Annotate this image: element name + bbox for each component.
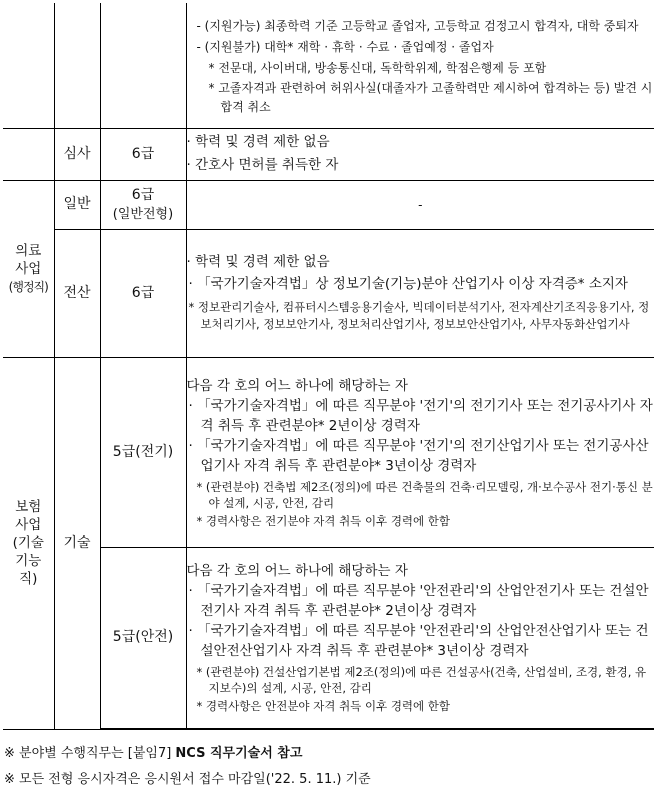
track-cell: 심사 — [54, 128, 100, 180]
grade-label: 6급 — [131, 186, 155, 203]
requirements-cell — [186, 357, 654, 547]
category-label: 기능 — [15, 553, 42, 569]
requirement-note: * 정보관리기술사, 컴퓨터시스템응용기술사, 빅데이터분석기사, 전자계산기조직응용기사, 정보처리기사, 정보보안기사, 정보처리산업기사, 정보보안산업기사, 사무자동화산업기사 — [188, 300, 650, 331]
requirement-note: * (관련분야) 건축법 제2조(정의)에 따른 건축물의 건축·리모델링, 개·보수공사 전기·통신 분야 설계, 시공, 안전, 감리 — [196, 479, 653, 510]
requirement-line: · 「국가기술자격법」에 따른 직무분야 '전기'의 전기산업기사 또는 전기공사산업기사 자격 취득 후 관련분야* 3년이상 경력자 — [188, 437, 649, 474]
footnote-job-duties — [4, 742, 302, 761]
requirement-note: * 경력사항은 안전분야 자격 취득 이후 경력에 한함 — [196, 699, 451, 714]
grade-cell: 5급(전기) — [100, 357, 186, 547]
category-cell — [3, 128, 54, 180]
requirement-line: · 학력 및 경력 제한 없음 — [186, 134, 330, 150]
requirement-line: · 「국가기술자격법」에 따른 직무분야 '안전관리'의 산업안전기사 또는 건설안전기사 자격 취득 후 관련분야* 2년이상 경력자 — [188, 583, 649, 620]
category-label: 직) — [19, 571, 38, 587]
requirement-note: * 고졸자격과 관련하여 허위사실(대졸자가 고졸학력만 제시하여 합격하는 등) 발견 시 합격 취소 — [208, 80, 653, 114]
table-row — [3, 357, 654, 547]
grade-cell: 6급 — [100, 229, 186, 357]
footnote-deadline: ※ 모든 전형 응시자격은 응시원서 접수 마감일('22. 5. 11.) 기준 — [4, 772, 371, 787]
table-row — [3, 180, 654, 229]
grade-label: (일반전형) — [112, 206, 174, 222]
requirement-note: * (관련분야) 건설산업기본법 제2조(정의)에 따른 건설공사(건축, 산업설비, 조경, 환경, 유지보수)의 설계, 시공, 안전, 감리 — [196, 665, 647, 696]
requirement-line: 다음 각 호의 어느 하나에 해당하는 자 — [186, 563, 408, 580]
grade-cell: 6급 — [100, 128, 186, 180]
requirements-cell — [186, 3, 654, 128]
track-cell: 기술 — [54, 357, 100, 729]
grade-cell — [100, 180, 186, 229]
category-cell — [3, 357, 54, 729]
category-cell — [3, 3, 54, 128]
requirement-line: · 「국가기술자격법」상 정보기술(기능)분야 산업기사 이상 자격증* 소지자 — [188, 276, 628, 292]
table-row — [3, 3, 654, 128]
track-cell — [54, 3, 100, 128]
category-cell — [3, 180, 54, 357]
category-label: 의료 — [15, 242, 42, 259]
requirements-cell — [186, 128, 654, 180]
table-row — [3, 128, 654, 180]
category-label: (행정직) — [8, 279, 48, 294]
eligibility-table — [3, 3, 654, 730]
grade-cell: 5급(안전) — [100, 547, 186, 729]
footnote-text: ※ 분야별 수행직무는 [붙임7] — [4, 746, 176, 761]
table-row — [3, 547, 654, 729]
requirement-note: * 경력사항은 전기분야 자격 취득 이후 경력에 한함 — [196, 513, 451, 528]
category-label: 사업 — [15, 517, 42, 533]
table-row — [3, 229, 654, 357]
category-label: 사업 — [15, 260, 42, 277]
requirement-line: 다음 각 호의 어느 하나에 해당하는 자 — [186, 377, 408, 394]
grade-cell — [100, 3, 186, 128]
track-cell: 전산 — [54, 229, 100, 357]
category-label: (기술 — [12, 535, 44, 551]
requirements-cell — [186, 229, 654, 357]
requirements-cell — [186, 547, 654, 729]
requirement-line: · 「국가기술자격법」에 따른 직무분야 '전기'의 전기기사 또는 전기공사기사 자격 취득 후 관련분야* 2년이상 경력자 — [188, 397, 653, 434]
requirement-line: · 간호사 면허를 취득한 자 — [186, 157, 339, 173]
requirement-line: - (지원불가) 대학* 재학 · 휴학 · 수료 · 졸업예정 · 졸업자 — [196, 39, 494, 54]
requirements-cell: - — [186, 180, 654, 229]
requirement-line: · 학력 및 경력 제한 없음 — [186, 254, 330, 270]
track-cell: 일반 — [54, 180, 100, 229]
category-label: 보험 — [15, 499, 42, 515]
requirement-line: · 「국가기술자격법」에 따른 직무분야 '안전관리'의 산업안전산업기사 또는 건설안전산업기사 자격 취득 후 관련분야* 3년이상 경력자 — [188, 623, 649, 660]
footnote-emphasis: NCS 직무기술서 참고 — [175, 746, 303, 761]
requirement-line: - (지원가능) 최종학력 기준 고등학교 졸업자, 고등학교 검정고시 합격자, 대학 중퇴자 — [196, 18, 639, 33]
requirement-note: * 전문대, 사이버대, 방송통신대, 독학학위제, 학점은행제 등 포함 — [208, 60, 547, 75]
